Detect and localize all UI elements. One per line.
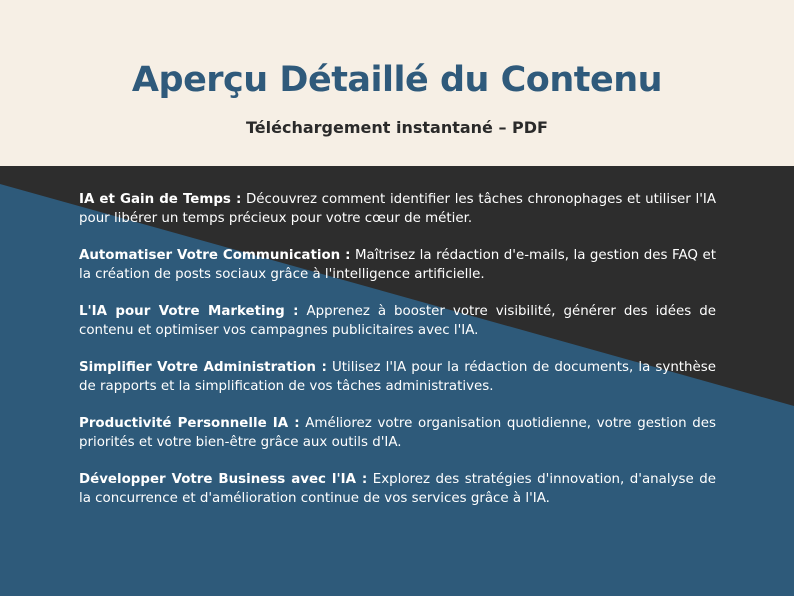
item-title: Développer Votre Business avec l'IA : (79, 472, 368, 487)
item-text: Améliorez votre organisation quotidienne, votre gestion des priorités et votre bien-être grâce aux outils d'IA. (79, 416, 716, 450)
item-title: Automatiser Votre Communication : (79, 248, 351, 263)
page-subtitle: Téléchargement instantané – PDF (246, 118, 548, 137)
list-item-communication (79, 246, 716, 284)
content-list (79, 190, 716, 526)
item-title: Productivité Personnelle IA : (79, 416, 300, 431)
content-panel (0, 166, 794, 596)
item-text: Maîtrisez la rédaction d'e-mails, la gestion des FAQ et la création de posts sociaux grâce à l'intelligence artificielle. (79, 248, 716, 282)
list-item-time-saving (79, 190, 716, 228)
list-item-administration (79, 358, 716, 396)
item-text: Découvrez comment identifier les tâches chronophages et utiliser l'IA pour libérer un temps précieux pour votre cœur de métier. (79, 192, 716, 226)
list-item-business (79, 470, 716, 508)
item-title: IA et Gain de Temps : (79, 192, 242, 207)
list-item-marketing (79, 302, 716, 340)
item-text: Apprenez à booster votre visibilité, générer des idées de contenu et optimiser vos campagnes publicitaires avec l'IA. (79, 304, 716, 338)
item-text: Utilisez l'IA pour la rédaction de documents, la synthèse de rapports et la simplification de vos tâches administratives. (79, 360, 717, 394)
item-text: Explorez des stratégies d'innovation, d'analyse de la concurrence et d'amélioration continue de vos services grâce à l'IA. (79, 472, 716, 506)
item-title: Simplifier Votre Administration : (79, 360, 327, 375)
page-title: Aperçu Détaillé du Contenu (131, 60, 663, 100)
item-title: L'IA pour Votre Marketing : (79, 304, 299, 319)
header-band (0, 0, 794, 166)
list-item-productivity (79, 414, 716, 452)
